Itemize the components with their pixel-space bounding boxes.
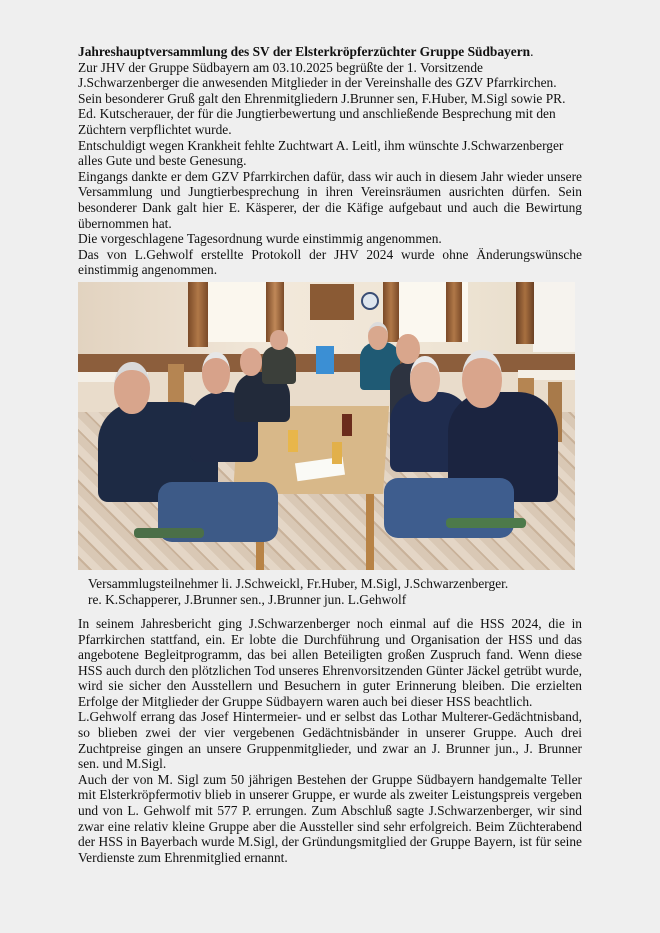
person-front-left-head bbox=[114, 362, 150, 414]
intro-paragraph: Das von L.Gehwolf erstellte Protokoll der JHV 2024 wurde ohne Änderungswünsche einstimmig angenommen. bbox=[78, 246, 582, 278]
intro-paragraph: Eingangs dankte er dem GZV Pfarrkirchen dafür, dass wir auch in diesem Jahr wieder unsere Versammlung und Jungtierbesprechung in ihren Vereinsräumen ausrichten dürfen. Sein besonderer Dank galt hier E. Käsperer, der die Käfige aufgebaut und auch die Bewirtung übernommen hat. bbox=[78, 168, 582, 231]
intro-paragraph: Entschuldigt wegen Krankheit fehlte Zuchtwart A. Leitl, ihm wünschte J.Schwarzenberger alles Gute und beste Genesung. bbox=[78, 137, 564, 169]
person-teal-head bbox=[368, 322, 388, 350]
caption-line-right: re. K.Schapperer, J.Brunner sen., J.Brunner jun. L.Gehwolf bbox=[88, 591, 407, 607]
report-paragraph: Auch der von M. Sigl zum 50 jährigen Bestehen der Gruppe Südbayern handgemalte Teller mit Elsterkröpfermotiv blieb in unserer Gruppe, er wurde als zweiter Leistungspreis vergeben und von L. Gehwolf mit 577 P. errungen. Zum Abschluß sagte J.Schwarzenberger, wir sind zwar eine relativ kleine Gruppe aber die Aussteller sind sehr erfolgreich. Beim Züchterabend der HSS in Bayerbach wurde M.Sigl, der Gründungsmitglied der Gruppe Bayern, ist für seine Verdienste zum Ehrenmitglied ernannt. bbox=[78, 771, 582, 865]
annual-report bbox=[78, 616, 582, 866]
photo-curtain bbox=[446, 282, 462, 342]
meeting-photo bbox=[78, 282, 575, 570]
caption-line-left: Versammlugsteilnehmer li. J.Schweickl, Fr.Huber, M.Sigl, J.Schwarzenberger. bbox=[88, 575, 509, 591]
photo-curtain bbox=[188, 282, 208, 347]
photo-beer-glass bbox=[332, 442, 342, 464]
photo-chair-seat bbox=[134, 528, 204, 538]
person-left-2-head bbox=[202, 352, 230, 394]
person-front-right-legs bbox=[384, 478, 514, 538]
photo-wall-clock bbox=[361, 292, 379, 310]
person-back-body bbox=[262, 346, 296, 384]
article-title: Jahreshauptversammlung des SV der Elsterkröpferzüchter Gruppe Südbayern. bbox=[78, 44, 534, 59]
photo-window bbox=[208, 282, 268, 342]
photo-drink-glass bbox=[342, 414, 352, 436]
person-back-head bbox=[270, 330, 288, 350]
document-page bbox=[78, 44, 582, 865]
photo-wall-board bbox=[310, 284, 354, 320]
photo-window bbox=[533, 282, 575, 352]
article-title-text: Jahreshauptversammlung des SV der Elsterkröpferzüchter Gruppe Südbayern bbox=[78, 44, 531, 59]
person-front-right-head bbox=[462, 350, 502, 408]
intro-paragraph: Die vorgeschlagene Tagesordnung wurde einstimmig angenommen. bbox=[78, 231, 442, 247]
photo-curtain bbox=[516, 282, 534, 344]
intro-paragraph: Zur JHV der Gruppe Südbayern am 03.10.2025 begrüßte der 1. Vorsitzende J.Schwarzenberger die anwesenden Mitglieder in der Vereinshalle des GZV Pfarrkirchen. bbox=[78, 59, 557, 91]
person-right-2-head bbox=[410, 356, 440, 402]
photo-caption bbox=[78, 576, 582, 608]
report-paragraph: In seinem Jahresbericht ging J.Schwarzenberger noch einmal auf die HSS 2024, die in Pfarrkirchen stattfand, ein. Er lobte die Durchführung und Organisation der HSS und das angebotene Begleitprogramm, das bei allen Beteiligten großen Zuspruch fand. Wenn diese HSS auch durch den plötzlichen Tod unseres Ehrenvorsitzenden Günter Jäckel getrübt wurde, wird sie sicher den Ausstellern und Besuchern in guter Erinnerung bleiben. Die erzielten Erfolge der Mitglieder der Gruppe Südbayern waren auch bei dieser HSS beachtlich. bbox=[78, 615, 582, 709]
intro-paragraph: Sein besonderer Gruß galt den Ehrenmitgliedern J.Brunner sen, F.Huber, M.Sigl sowie PR. Ed. Kutscherauer, der für die Jungtierbewertung und anschließende Besprechung mit den Züchtern verpflichtet wurde. bbox=[78, 90, 566, 137]
photo-chair bbox=[168, 364, 184, 404]
photo-banner bbox=[316, 346, 334, 374]
person-left-3-head bbox=[240, 348, 262, 376]
photo-table-leg bbox=[366, 494, 374, 570]
report-paragraph: L.Gehwolf errang das Josef Hintermeier- und er selbst das Lothar Multerer-Gedächtnisband, so blieben zwei der vier vergebenen Gedächtnisbänder in unserer Gruppe. Auch drei Zuchtpreise gingen an unsere Gruppenmitglieder, und zwar an J. Brunner jun., J. Brunner sen. und M.Sigl. bbox=[78, 709, 582, 772]
photo-beer-glass bbox=[288, 430, 298, 452]
photo-chair-seat bbox=[446, 518, 526, 528]
